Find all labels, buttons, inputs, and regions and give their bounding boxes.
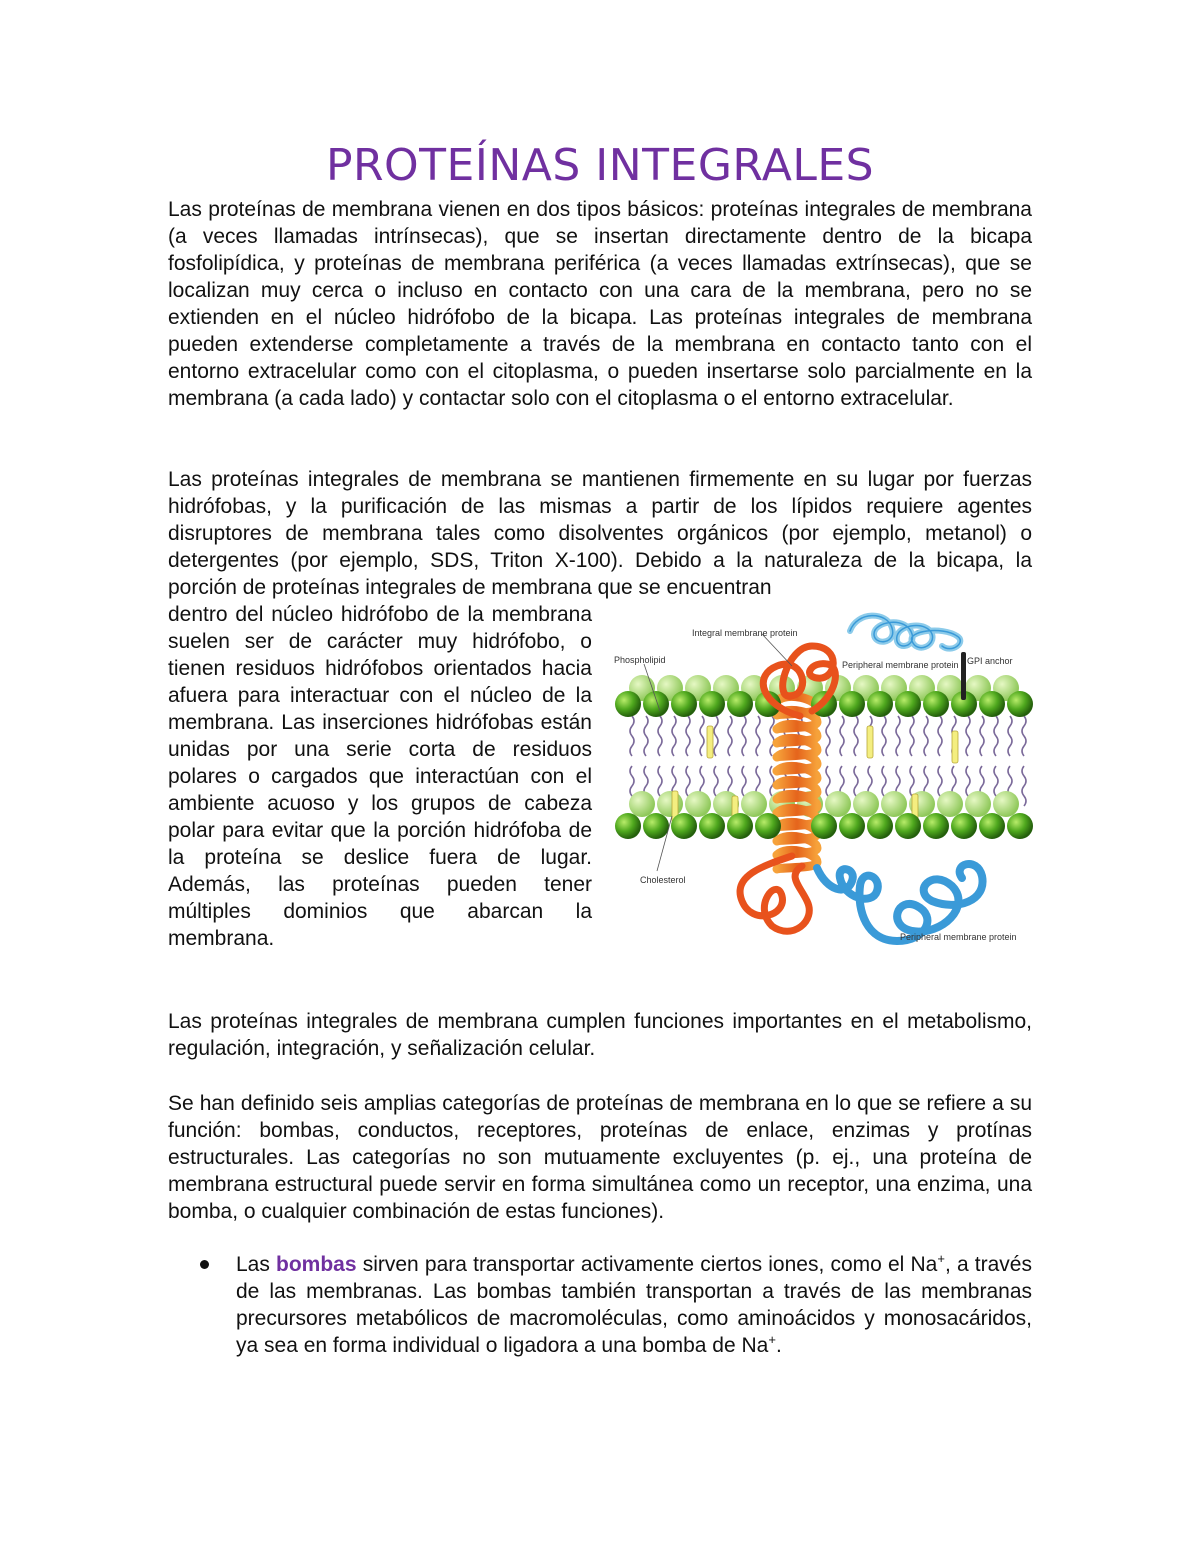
phospholipid-head	[867, 691, 893, 717]
paragraph-4: Se han definido seis amplias categorías de proteínas de membrana en lo que se refiere a su función: bombas, conductos, receptores, proteínas de enlace, enzimas y protínas estructurales. Las categorías no son mutuamente excluyentes (p. ej., una proteína de membrana estructural puede servir en forma simultánea como un receptor, una enzima, una bomba, o cualquier combinación de estas funciones).	[168, 1092, 1032, 1223]
phospholipid-head	[979, 813, 1005, 839]
gpi-anchor	[961, 652, 966, 700]
cholesterol-icon	[707, 726, 713, 758]
membrane-diagram-figure	[612, 606, 1042, 956]
phospholipid-head	[671, 691, 697, 717]
lipid-tail-upper	[770, 716, 774, 756]
lipid-tail-upper	[672, 716, 676, 756]
lipid-tail-upper	[840, 716, 844, 756]
phospholipid-head	[867, 813, 893, 839]
lipid-tail-upper	[756, 716, 760, 756]
phospholipid-head	[727, 691, 753, 717]
membrane-diagram	[612, 606, 1042, 956]
phospholipid-head-back	[965, 791, 991, 817]
phospholipid-head	[1007, 813, 1033, 839]
label-gpi-anchor: GPI anchor	[967, 656, 1013, 666]
phospholipid-head	[895, 691, 921, 717]
paragraph-3: Las proteínas integrales de membrana cumplen funciones importantes en el metabolismo, regulación, integración, y señalización celular.	[168, 1010, 1032, 1060]
phospholipid-head-back	[937, 791, 963, 817]
list-item-bombas	[236, 1251, 1032, 1359]
phospholipid-head	[643, 691, 669, 717]
lipid-tail-upper	[658, 716, 662, 756]
phospholipid-head-back	[741, 791, 767, 817]
bullet-keyword: bombas	[276, 1253, 357, 1276]
label-integral-membrane-protein: Integral membrane protein	[692, 628, 798, 638]
bullet-text-a: sirven para transportar activamente ciertos iones, como el Na	[356, 1253, 938, 1276]
lipid-tail-upper	[896, 716, 900, 756]
label-cholesterol: Cholesterol	[640, 875, 686, 885]
lipid-tail-upper	[1022, 716, 1026, 756]
phospholipid-head	[1007, 691, 1033, 717]
phospholipid-head	[839, 691, 865, 717]
peripheral-protein-top	[850, 616, 960, 649]
phospholipid-head	[923, 691, 949, 717]
phospholipid-head	[839, 813, 865, 839]
function-list	[236, 1251, 1032, 1359]
page-title: PROTEÍNAS INTEGRALES	[325, 140, 875, 191]
bullet-text-c: .	[775, 1334, 782, 1357]
lipid-tail-upper	[924, 716, 928, 756]
phospholipid-head	[615, 691, 641, 717]
lipid-tail-upper	[714, 716, 718, 756]
lipid-tail-upper	[938, 716, 942, 756]
phospholipid-head	[951, 813, 977, 839]
lipid-tail-upper	[980, 716, 984, 756]
lipid-tail-upper	[1008, 716, 1012, 756]
bullet-sup-b: +	[768, 1332, 776, 1347]
phospholipid-head	[643, 813, 669, 839]
lipid-tail-upper	[630, 716, 634, 756]
phospholipid-head-back	[825, 791, 851, 817]
phospholipid-head-back	[993, 791, 1019, 817]
label-peripheral-membrane-protein-top: Peripheral membrane protein	[842, 660, 959, 670]
lipid-tail-upper	[700, 716, 704, 756]
bullet-sup-a: +	[937, 1251, 945, 1266]
phospholipid-head-back	[657, 791, 683, 817]
bullet-dot-icon	[200, 1260, 209, 1269]
phospholipid-head	[895, 813, 921, 839]
bullet-prefix: Las	[236, 1253, 277, 1276]
phospholipid-head	[811, 813, 837, 839]
phospholipid-head	[755, 813, 781, 839]
integral-protein-helix	[777, 696, 817, 869]
phospholipid-head	[923, 813, 949, 839]
lipid-tail-upper	[728, 716, 732, 756]
lipid-tail-upper	[644, 716, 648, 756]
peripheral-protein-bottom	[817, 864, 983, 941]
lipid-tails	[630, 716, 1026, 806]
lipid-tail-upper	[854, 716, 858, 756]
phospholipid-head-back	[629, 791, 655, 817]
cholesterol-icon	[952, 731, 958, 763]
paragraph-2: Las proteínas integrales de membrana se mantienen firmemente en su lugar por fuerzas hidrófobas, y la purificación de las mismas a partir de los lípidos requiere agentes disruptores de membrana tales como disolventes orgánicos (por ejemplo, metanol) o detergentes (por ejemplo, SDS, Triton X-100). Debido a la naturaleza de la bicapa, la porción de proteínas integrales de membrana que se encuentran	[168, 468, 1032, 599]
lipid-tail-lower	[1022, 766, 1026, 806]
phospholipid-head	[727, 813, 753, 839]
label-peripheral-membrane-protein-bottom: Peripheral membrane protein	[900, 932, 1017, 942]
paragraph-1: Las proteínas de membrana vienen en dos tipos básicos: proteínas integrales de membrana (a veces llamadas intrínsecas), que se insertan directamente dentro de la bicapa fosfolipídica, y proteínas de membrana periférica (a veces llamadas extrínsecas), que se localizan muy cerca o incluso en contacto con una cara de la membrana, pero no se extienden en el núcleo hidrófobo de la bicapa. Las proteínas integrales de membrana pueden extenderse completamente a través de la membrana en contacto tanto con el entorno extracelular como con el citoplasma, o pueden insertarse solo parcialmente en la membrana (a cada lado) y contactar solo con el citoplasma o el entorno extracelular.	[168, 198, 1032, 410]
bullet-text-b: , a través de las membranas. Las bombas también transportan a través de las membranas precursores metabólicos de macromoléculas, como aminoácidos y monosacáridos, ya sea en forma individual o ligadora a una bomba de Na	[236, 1253, 1032, 1357]
leader-integral	[762, 634, 792, 666]
phospholipid-head	[699, 813, 725, 839]
lipid-tail-upper	[882, 716, 886, 756]
phospholipid-head	[615, 813, 641, 839]
lipid-tail-upper	[742, 716, 746, 756]
paragraph-2-wrapped: dentro del núcleo hidrófobo de la membrana suelen ser de carácter muy hidrófobo, o tienen residuos hidrófobos orientados hacia afuera para interactuar con el núcleo de la membrana. Las inserciones hidrófobas están unidas por una serie corta de residuos polares o cargados que interactúan con el ambiente acuoso y los grupos de cabeza polar para evitar que la porción hidrófoba de la proteína se deslice fuera de lugar. Además, las proteínas pueden tener múltiples dominios que abarcan la membrana.	[168, 603, 592, 950]
phospholipid-heads-front	[615, 691, 1033, 839]
label-phospholipid: Phospholipid	[614, 655, 666, 665]
phospholipid-head	[979, 691, 1005, 717]
phospholipid-head-back	[853, 791, 879, 817]
lipid-tail-upper	[966, 716, 970, 756]
phospholipid-head	[671, 813, 697, 839]
lipid-tail-upper	[910, 716, 914, 756]
lipid-tail-upper	[826, 716, 830, 756]
cholesterol-icon	[867, 726, 873, 758]
lipid-tail-upper	[994, 716, 998, 756]
phospholipid-head	[699, 691, 725, 717]
phospholipid-head-back	[881, 791, 907, 817]
phospholipid-head-back	[685, 791, 711, 817]
lipid-tail-upper	[686, 716, 690, 756]
